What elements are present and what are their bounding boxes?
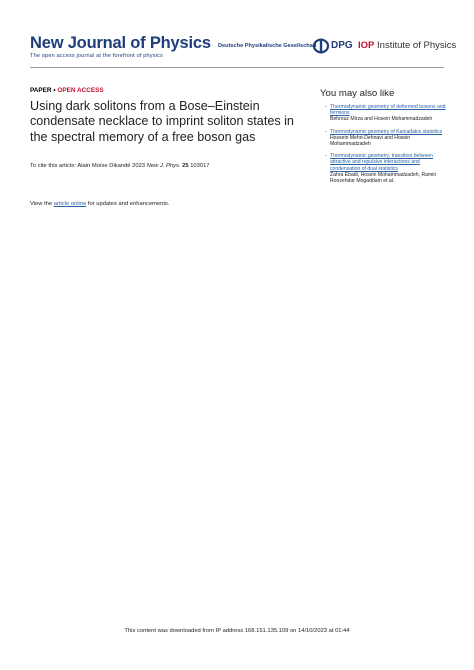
journal-header [0,0,474,70]
iop-logo[interactable] [358,40,456,51]
related-item-link[interactable]: Thermodynamic geometry of Kaniadakis statistics [330,128,443,135]
citation-line [30,163,210,169]
article-type-label [30,87,104,94]
open-access-label: OPEN ACCESS [57,87,104,94]
journal-tagline: The open access journal at the forefront of physics [30,53,163,59]
dpg-name: Deutsche Physikalische Gesellschaft [218,43,317,49]
related-item [325,153,450,185]
paper-label: PAPER [30,87,52,94]
iop-name: Institute of Physics [377,40,457,51]
bullet-dash: - [325,128,327,135]
related-item-authors: Hossein Mehri-Dehnavi and Hosein Mohammadzadeh [330,134,411,148]
article-title: Using dark solitons from a Bose–Einstein condensate necklace to imprint soliton states in the spectral memory of a free boson gas [30,99,294,144]
download-footer: This content was downloaded from IP address 168.151.135.109 on 14/10/2023 at 01:44 [124,628,350,634]
related-item-link[interactable]: Thermodynamic geometry, transition between attractive and repulsive interactions and condensation of dual statistics [330,153,433,172]
label-separator: • [51,87,58,94]
related-articles-list [325,104,450,190]
related-item-link[interactable]: Thermodynamic geometry of deformed bosons and fermions [330,104,446,117]
related-item-authors: Zahra Ebadi, Hosein Mohammadzadeh, Ramin Roozehdar Mogaddam et al. [330,171,437,185]
related-item [325,104,450,123]
cite-journal: New J. Phys. [146,163,181,169]
bullet-dash: - [325,104,327,110]
journal-logo-title[interactable]: New Journal of Physics [30,34,211,52]
header-divider [30,67,444,68]
cite-number: 103017 [190,163,210,169]
view-prefix: View the [30,201,54,207]
bullet-dash: - [325,153,327,160]
related-heading: You may also like [320,88,395,99]
related-item-authors: Behrouz Mirza and Hosein Mohammadzadeh [330,116,433,123]
related-item [325,128,450,148]
view-suffix: for updates and enhancements. [86,201,170,207]
cite-volume: 25 [182,163,189,169]
dpg-logo-icon [312,38,330,54]
cite-prefix: To cite this article: Alain Moïse Dikandé 2023 [30,163,147,169]
dpg-abbr: DPG [331,40,353,51]
iop-abbr: IOP [358,40,375,51]
article-online-link[interactable]: article online [53,201,87,207]
view-online-line [30,201,169,207]
